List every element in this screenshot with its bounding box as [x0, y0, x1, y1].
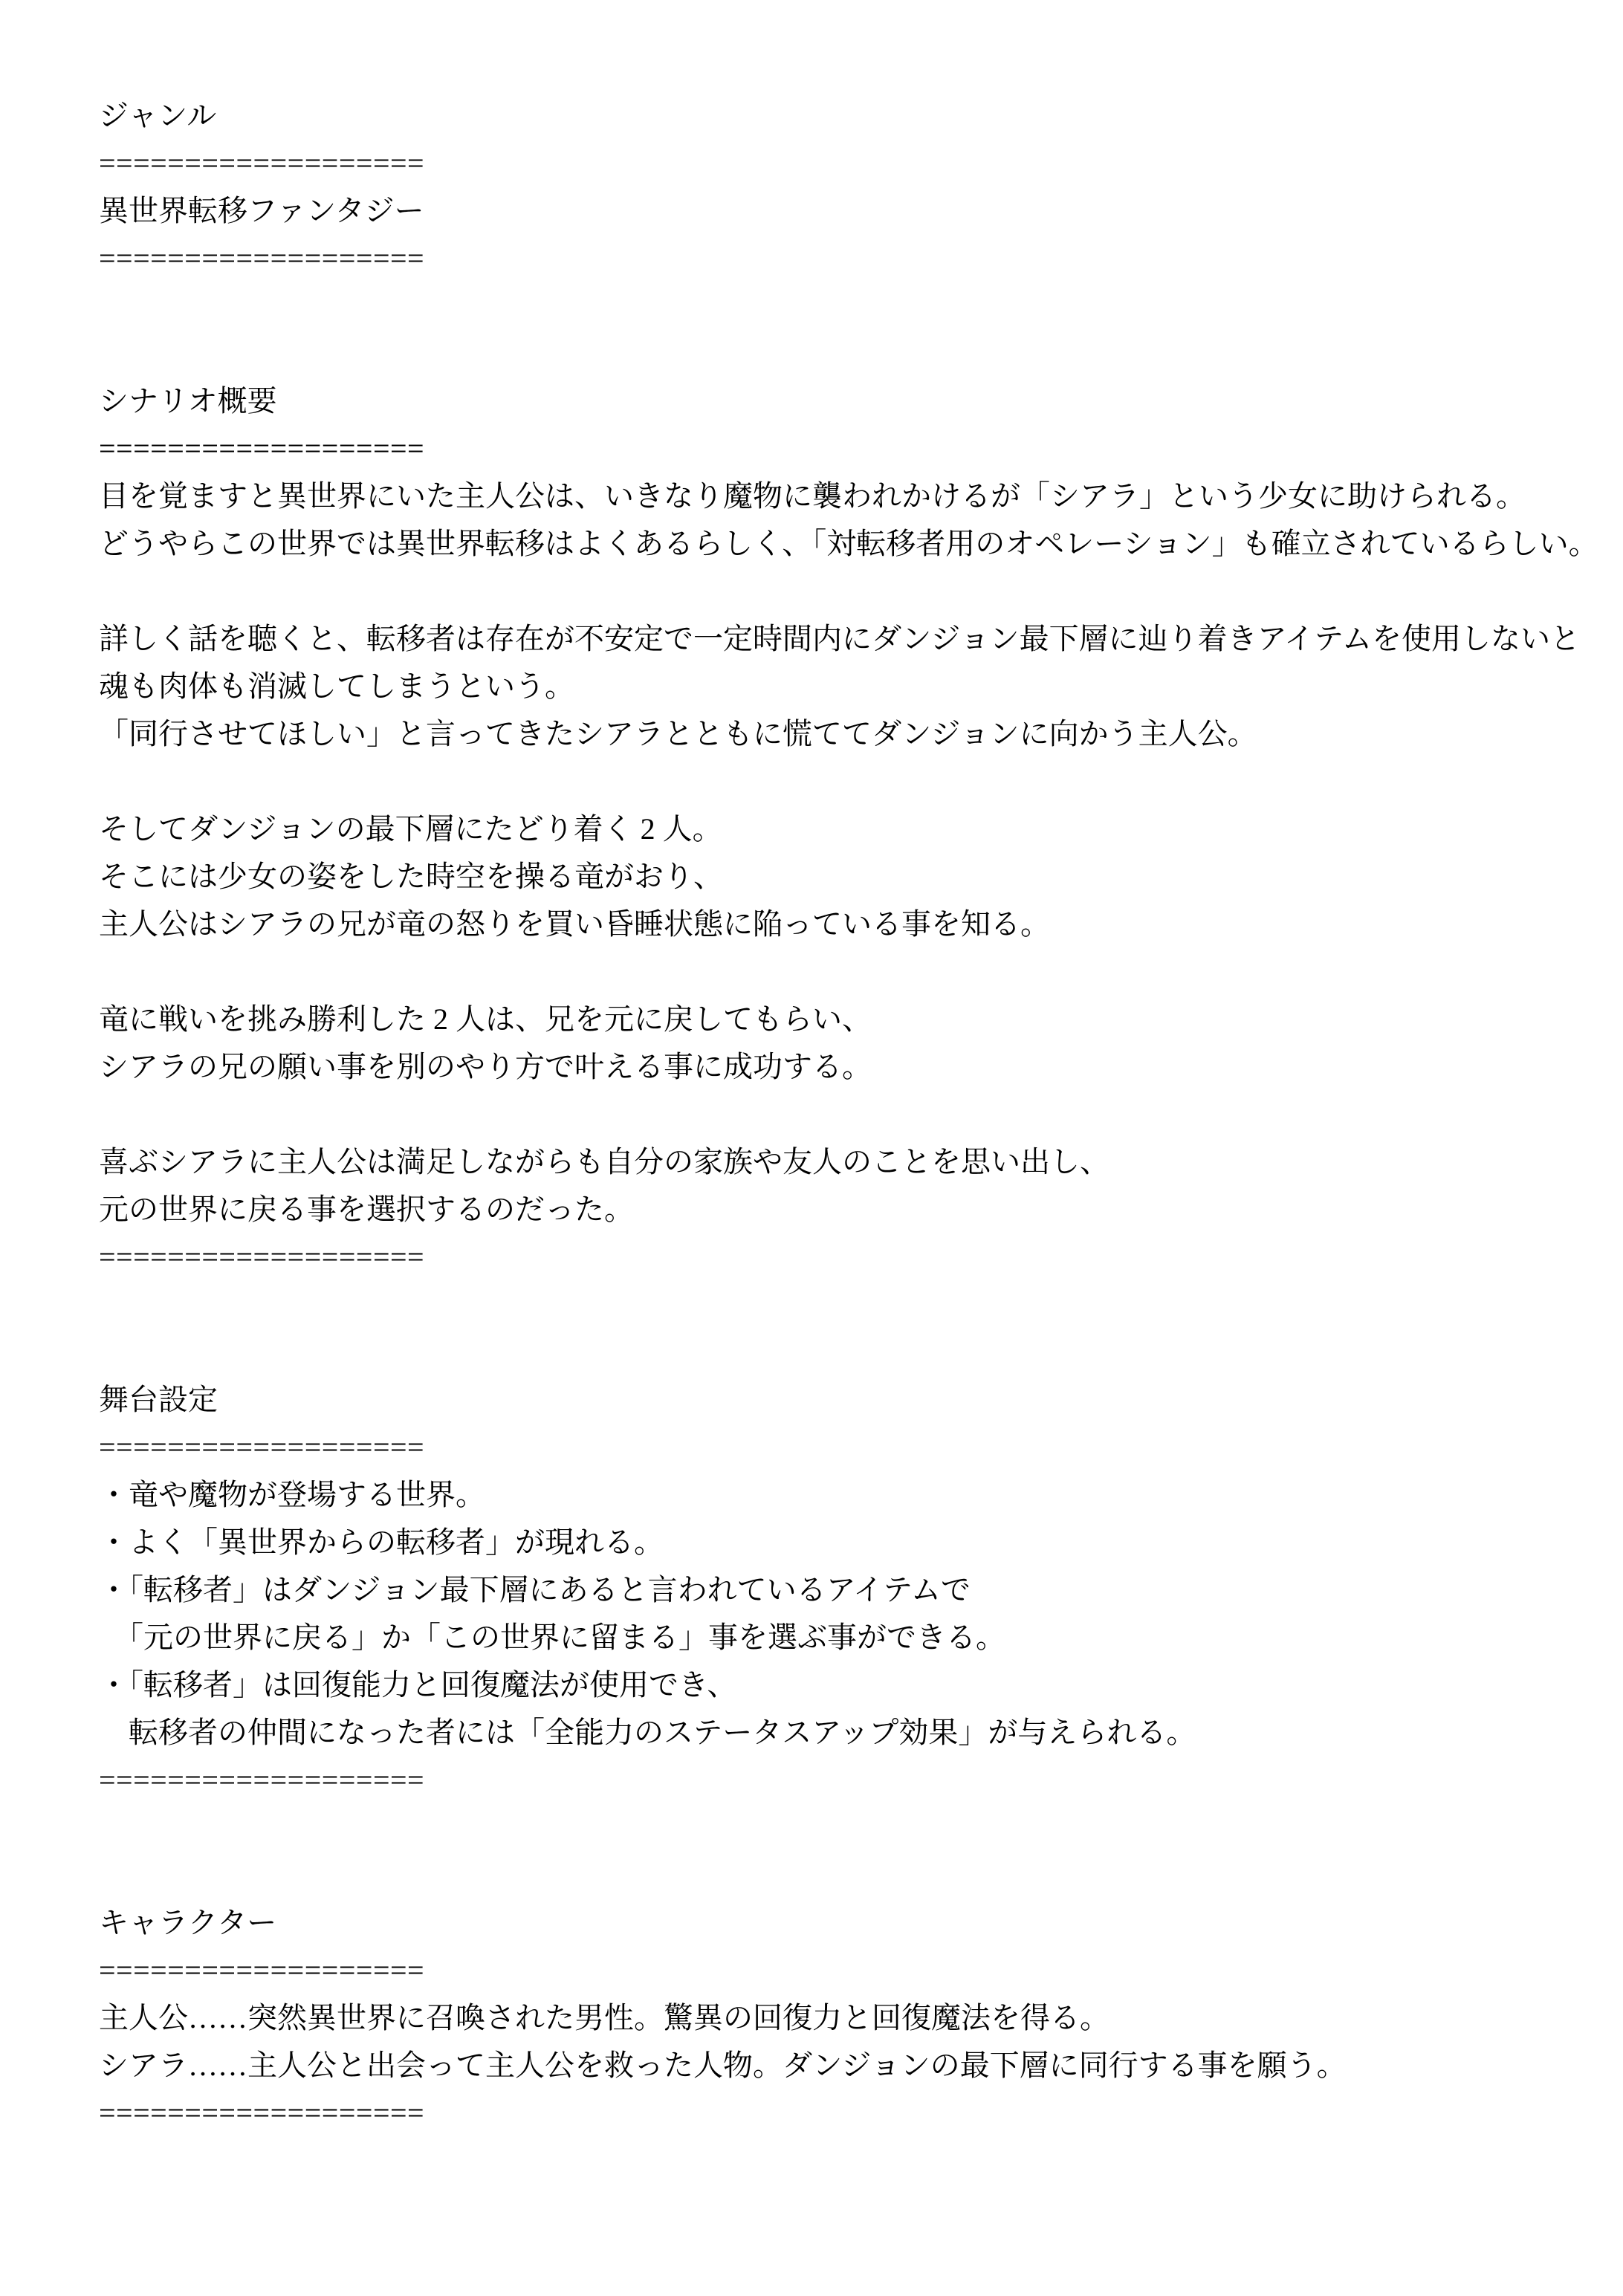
text-line: どうやらこの世界では異世界転移はよくあるらしく、「対転移者用のオペレーション」も確立されているらしい。	[99, 527, 1598, 560]
setting-bullet-continuation-line: 転移者の仲間になった者には「全能力のステータスアップ効果」が与えられる。	[99, 1716, 1196, 1749]
setting-title: 舞台設定	[99, 1383, 218, 1416]
separator: ===================	[99, 146, 425, 180]
scenario-paragraph-2	[99, 615, 1617, 758]
text-line: 「同行させてほしい」と言ってきたシアラとともに慌ててダンジョンに向かう主人公。	[99, 717, 1257, 750]
scenario-paragraph-3	[99, 805, 1617, 948]
text-line: 主人公はシアラの兄が竜の怒りを買い昏睡状態に陥っている事を知る。	[99, 907, 1050, 941]
separator: ===================	[99, 241, 425, 275]
scenario-title: シナリオ概要	[99, 384, 277, 418]
setting-section	[99, 1376, 1617, 1804]
characters-section	[99, 1899, 1617, 2137]
text-line: 喜ぶシアラに主人公は満足しながらも自分の家族や友人のことを思い出し、	[99, 1145, 1109, 1178]
scenario-paragraph-5	[99, 1138, 1617, 1233]
separator: ===================	[99, 432, 425, 465]
text-line: そこには少女の姿をした時空を操る竜がおり、	[99, 860, 723, 893]
text-line: 魂も肉体も消滅してしまうという。	[99, 669, 574, 703]
scenario-section	[99, 377, 1617, 1281]
text-line: 詳しく話を聴くと、転移者は存在が不安定で一定時間内にダンジョン最下層に辿り着きアイテムを使用しないと	[99, 622, 1580, 655]
scenario-paragraph-1	[99, 473, 1617, 568]
separator: ===================	[99, 1953, 425, 1987]
character-line-protagonist: 主人公……突然異世界に召喚された男性。驚異の回復力と回復魔法を得る。	[99, 2001, 1109, 2034]
scenario-paragraph-4	[99, 996, 1617, 1091]
genre-section	[99, 92, 1617, 282]
text-line: 元の世界に戻る事を選択するのだった。	[99, 1193, 634, 1226]
separator: ===================	[99, 2096, 425, 2130]
separator: ===================	[99, 1763, 425, 1797]
character-line-ciara: シアラ……主人公と出会って主人公を救った人物。ダンジョンの最下層に同行する事を願う。	[99, 2049, 1347, 2082]
genre-title: ジャンル	[99, 99, 217, 132]
genre-value: 異世界転移ファンタジー	[99, 194, 424, 227]
text-line: 目を覚ますと異世界にいた主人公は、いきなり魔物に襲われかけるが「シアラ」という少女に助けられる。	[99, 479, 1526, 513]
text-line: シアラの兄の願い事を別のやり方で叶える事に成功する。	[99, 1050, 872, 1083]
setting-bullet-line: ・「転移者」はダンジョン最下層にあると言われているアイテムで	[99, 1573, 971, 1606]
setting-bullet-line: ・竜や魔物が登場する世界。	[99, 1478, 485, 1511]
text-line: 竜に戦いを挑み勝利した 2 人は、兄を元に戻してもらい、	[99, 1002, 872, 1036]
text-line: そしてダンジョンの最下層にたどり着く 2 人。	[99, 812, 722, 846]
separator: ===================	[99, 1430, 425, 1464]
setting-bullet-line: ・よく「異世界からの転移者」が現れる。	[99, 1525, 664, 1559]
setting-bullet-continuation-line: 「元の世界に戻る」か「この世界に留まる」事を選ぶ事ができる。	[99, 1621, 1005, 1654]
setting-bullet-line: ・「転移者」は回復能力と回復魔法が使用でき、	[99, 1668, 737, 1702]
characters-title: キャラクター	[99, 1906, 277, 1939]
separator: ===================	[99, 1240, 425, 1274]
